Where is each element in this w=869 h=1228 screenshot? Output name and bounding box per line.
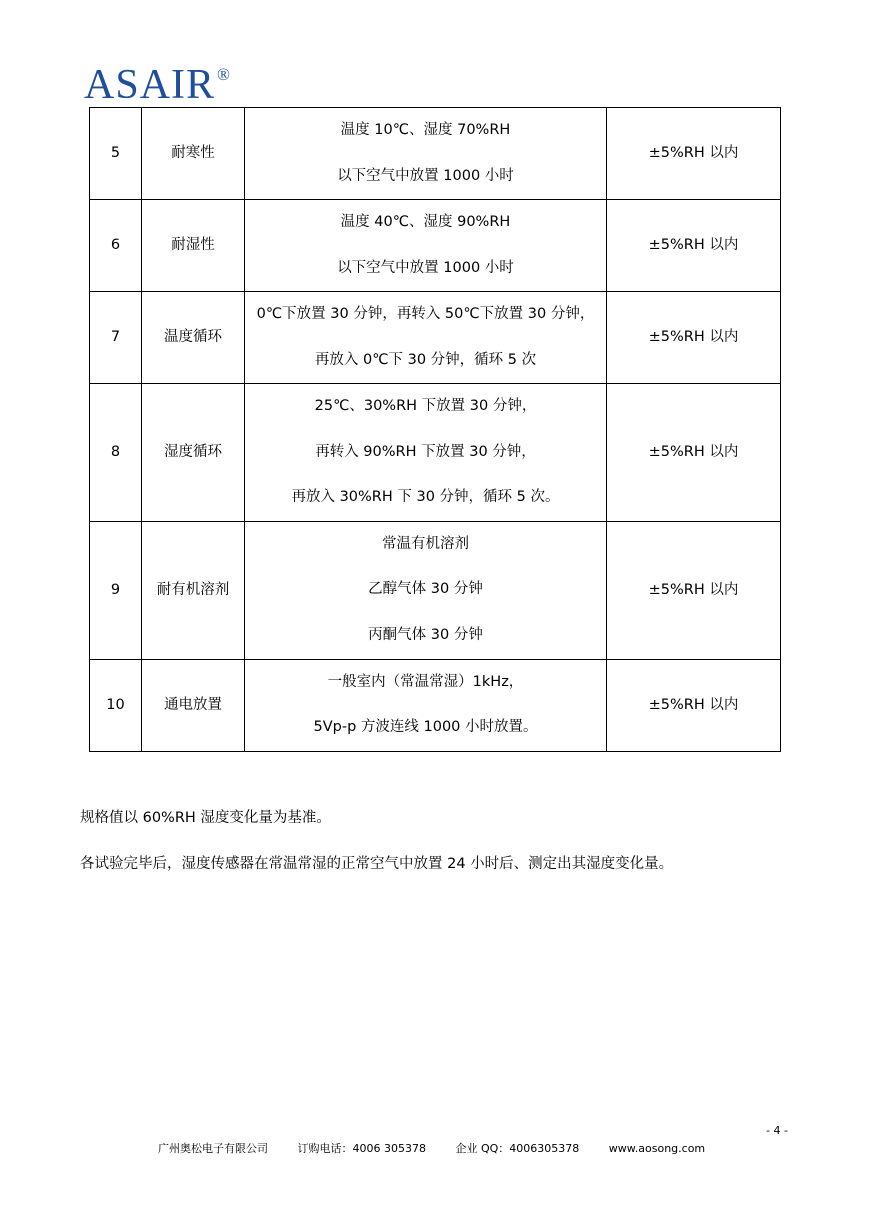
- cell-condition: [245, 292, 607, 384]
- cell-number: 8: [90, 384, 142, 522]
- condition-line: 温度 40℃、湿度 90%RH: [340, 214, 511, 230]
- condition-line: 再转入 90%RH 下放置 30 分钟，: [315, 443, 536, 460]
- cell-result: ±5%RH 以内: [607, 292, 781, 384]
- condition-line: 以下空气中放置 1000 小时: [337, 259, 514, 276]
- cell-condition: [245, 521, 607, 659]
- table-row: [90, 659, 781, 751]
- condition-line: 一般室内（常温常湿）1kHz，: [327, 673, 524, 690]
- table-row: [90, 108, 781, 200]
- logo-text: ASAIR: [84, 62, 216, 108]
- cell-condition: [245, 384, 607, 522]
- note-spec-basis: 规格值以 60%RH 湿度变化量为基准。: [80, 810, 331, 826]
- condition-line: 温度 10℃、湿度 70%RH: [340, 122, 511, 138]
- table-row: [90, 292, 781, 384]
- cell-test-item: 温度循环: [142, 292, 245, 384]
- condition-line: 以下空气中放置 1000 小时: [337, 167, 514, 184]
- note-measurement: 各试验完毕后，湿度传感器在常温常湿的正常空气中放置 24 小时后、测定出其湿度变化量。: [80, 856, 674, 872]
- cell-result: ±5%RH 以内: [607, 108, 781, 200]
- cell-condition: [245, 108, 607, 200]
- condition-line: 0℃下放置 30 分钟，再转入 50℃下放置 30 分钟，: [256, 306, 595, 322]
- cell-number: 5: [90, 108, 142, 200]
- cell-condition: [245, 200, 607, 292]
- cell-result: ±5%RH 以内: [607, 659, 781, 751]
- page-number: - 4 -: [766, 1124, 788, 1137]
- cell-number: 7: [90, 292, 142, 384]
- cell-test-item: 通电放置: [142, 659, 245, 751]
- footer-phone: 订购电话：4006 305378: [297, 1142, 426, 1155]
- table-row: [90, 521, 781, 659]
- cell-number: 9: [90, 521, 142, 659]
- cell-number: 6: [90, 200, 142, 292]
- table-row: [90, 384, 781, 522]
- table-row: [90, 200, 781, 292]
- cell-result: ±5%RH 以内: [607, 521, 781, 659]
- cell-number: 10: [90, 659, 142, 751]
- condition-line: 再放入 30%RH 下 30 分钟，循环 5 次。: [291, 489, 560, 505]
- condition-line: 25℃、30%RH 下放置 30 分钟，: [314, 398, 537, 414]
- condition-line: 常温有机溶剂: [382, 535, 469, 552]
- cell-result: ±5%RH 以内: [607, 384, 781, 522]
- condition-line: 乙醇气体 30 分钟: [368, 581, 483, 598]
- footer-website[interactable]: www.aosong.com: [608, 1142, 706, 1155]
- cell-test-item: 耐寒性: [142, 108, 245, 200]
- footer-company: 广州奥松电子有限公司: [158, 1142, 268, 1155]
- condition-line: 丙酮气体 30 分钟: [368, 626, 483, 643]
- footer: [158, 1140, 705, 1156]
- cell-test-item: 耐湿性: [142, 200, 245, 292]
- cell-test-item: 湿度循环: [142, 384, 245, 522]
- footer-qq: 企业 QQ：4006305378: [455, 1142, 580, 1155]
- cell-result: ±5%RH 以内: [607, 200, 781, 292]
- cell-test-item: 耐有机溶剂: [142, 521, 245, 659]
- cell-condition: [245, 659, 607, 751]
- registered-mark: ®: [217, 65, 231, 84]
- condition-line: 再放入 0℃下 30 分钟，循环 5 次: [314, 351, 537, 368]
- test-conditions-table: [89, 107, 781, 752]
- condition-line: 5Vp-p 方波连线 1000 小时放置。: [313, 719, 538, 735]
